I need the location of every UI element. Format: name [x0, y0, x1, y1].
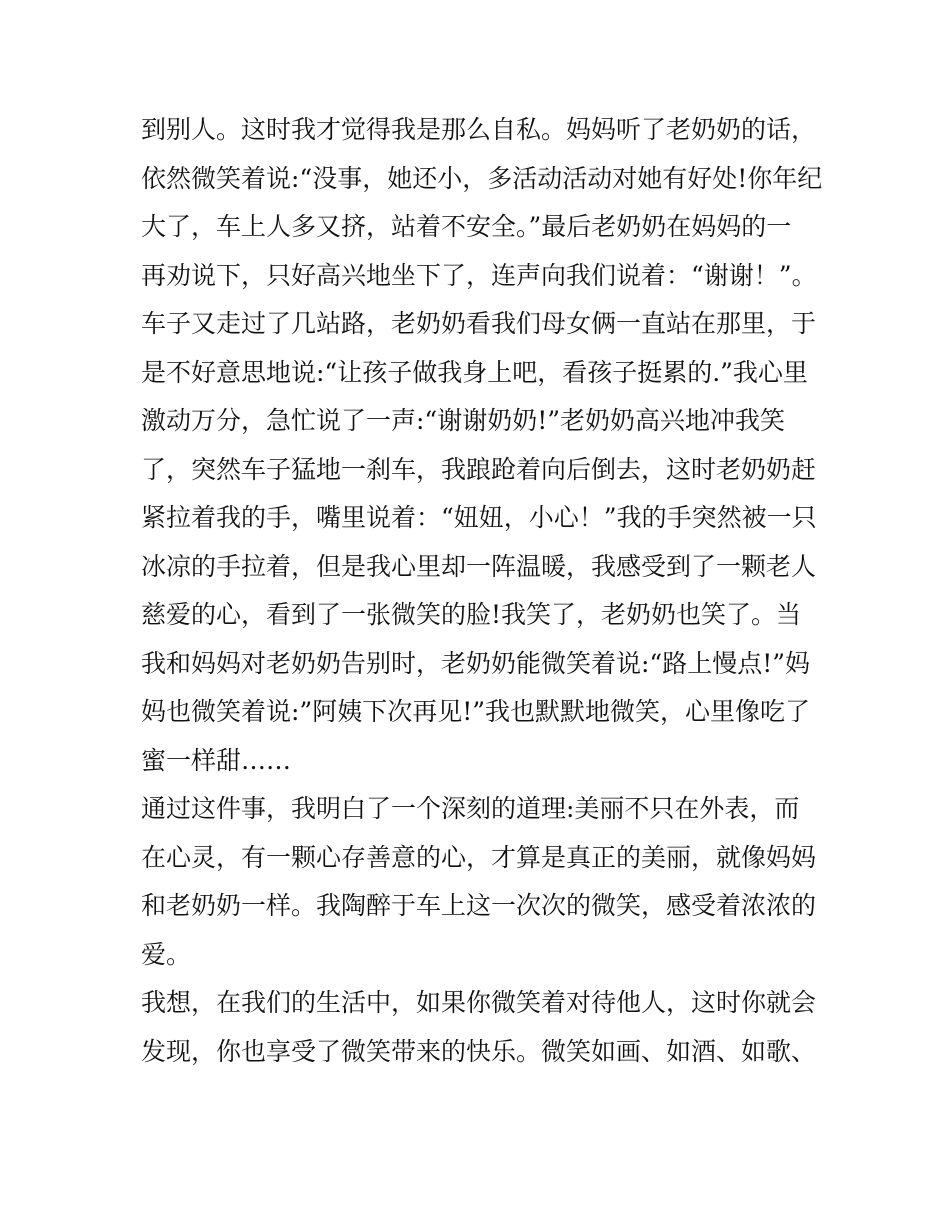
text-line: 发现，你也享受了微笑带来的快乐。微笑如画、如酒、如歌、	[141, 1036, 817, 1066]
text-line: 爱。	[141, 939, 192, 969]
text-line: 再劝说下，只好高兴地坐下了，连声向我们说着：“谢谢！”。	[141, 260, 817, 290]
text-line: 慈爱的心，看到了一张微笑的脸!我笑了，老奶奶也笑了。当	[141, 600, 802, 629]
body-text	[141, 106, 821, 1076]
text-line: 我和妈妈对老奶奶告别时，老奶奶能微笑着说:“路上慢点!”妈	[141, 648, 811, 678]
text-line: 车子又走过了几站路，老奶奶看我们母女俩一直站在那里，于	[141, 309, 817, 338]
text-line: 冰凉的手拉着，但是我心里却一阵温暖，我感受到了一颗老人	[141, 551, 817, 581]
text-line: 大了，车上人多又挤，站着不安全。”最后老奶奶在妈妈的一	[141, 212, 792, 241]
text-line: 是不好意思地说:“让孩子做我身上吧，看孩子挺累的.”我心里	[141, 357, 808, 387]
text-line: 通过这件事，我明白了一个深刻的道理:美丽不只在外表，而	[141, 794, 800, 823]
text-line: 蜜一样甜……	[141, 745, 292, 775]
text-line: 依然微笑着说:“没事，她还小，多活动活动对她有好处!你年纪	[141, 163, 823, 193]
text-line: 妈也微笑着说:”阿姨下次再见!”我也默默地微笑，心里像吃了	[141, 697, 811, 726]
text-line: 到别人。这时我才觉得我是那么自私。妈妈听了老奶奶的话，	[141, 115, 817, 144]
text-line: 了，突然车子猛地一刹车，我踉跄着向后倒去，这时老奶奶赶	[141, 454, 817, 484]
text-line: 我想，在我们的生活中，如果你微笑着对待他人，这时你就会	[141, 988, 817, 1017]
text-line: 激动万分，急忙说了一声:“谢谢奶奶!”老奶奶高兴地冲我笑	[141, 406, 786, 435]
text-line: 紧拉着我的手，嘴里说着：“妞妞，小心！”我的手突然被一只	[141, 503, 817, 532]
text-line: 和老奶奶一样。我陶醉于车上这一次次的微笑，感受着浓浓的	[141, 891, 817, 920]
text-line: 在心灵，有一颗心存善意的心，才算是真正的美丽，就像妈妈	[141, 842, 817, 872]
